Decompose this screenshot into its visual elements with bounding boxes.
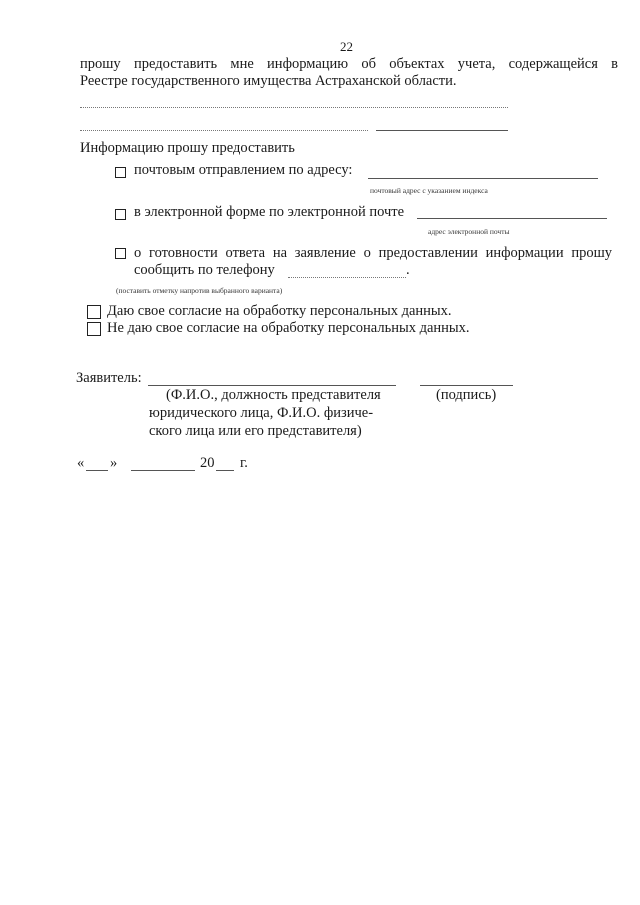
date-day-field[interactable] bbox=[86, 470, 108, 471]
phone-option-line-1: о готовности ответа на заявление о предоставлении информации прошу bbox=[134, 245, 612, 261]
phone-option-period: . bbox=[406, 262, 410, 278]
postal-hint: почтовый адрес с указанием индекса bbox=[370, 186, 488, 195]
email-hint: адрес электронной почты bbox=[428, 227, 510, 236]
mark-hint: (поставить отметку напротив выбранного варианта) bbox=[116, 286, 283, 295]
fio-caption-line-2: юридического лица, Ф.И.О. физиче- bbox=[149, 405, 374, 421]
date-open-quote: « bbox=[77, 455, 85, 471]
email-option-label: в электронной форме по электронной почте bbox=[134, 204, 405, 220]
email-checkbox[interactable] bbox=[115, 209, 126, 220]
phone-number-field[interactable] bbox=[288, 277, 406, 278]
phone-option-line-2: сообщить по телефону bbox=[134, 262, 275, 278]
phone-checkbox[interactable] bbox=[115, 248, 126, 259]
blank-line-2b[interactable] bbox=[376, 130, 508, 131]
date-year-suffix: г. bbox=[240, 455, 248, 471]
fio-caption-line-1: (Ф.И.О., должность представителя bbox=[166, 387, 381, 403]
postal-checkbox[interactable] bbox=[115, 167, 126, 178]
date-month-field[interactable] bbox=[131, 470, 195, 471]
intro-line-2: Реестре государственного имущества Астраханской области. bbox=[80, 73, 457, 89]
applicant-label: Заявитель: bbox=[76, 370, 142, 386]
postal-address-field[interactable] bbox=[368, 178, 598, 179]
blank-line-1[interactable] bbox=[80, 107, 508, 108]
consent-agree-label: Даю свое согласие на обработку персональных данных. bbox=[107, 303, 452, 319]
blank-line-2a[interactable] bbox=[80, 130, 368, 131]
applicant-fio-field[interactable] bbox=[148, 385, 396, 386]
consent-agree-checkbox[interactable] bbox=[87, 305, 101, 319]
fio-caption-line-3: ского лица или его представителя) bbox=[149, 423, 362, 439]
signature-caption: (подпись) bbox=[436, 387, 497, 403]
date-year-field[interactable] bbox=[216, 470, 234, 471]
provide-heading: Информацию прошу предоставить bbox=[80, 140, 295, 156]
intro-line-1: прошу предоставить мне информацию об объектах учета, содержащейся в bbox=[80, 56, 618, 72]
page-number: 22 bbox=[340, 39, 353, 54]
postal-option-label: почтовым отправлением по адресу: bbox=[134, 162, 353, 178]
email-address-field[interactable] bbox=[417, 218, 607, 219]
date-year-prefix: 20 bbox=[200, 455, 215, 471]
applicant-signature-field[interactable] bbox=[420, 385, 513, 386]
consent-disagree-checkbox[interactable] bbox=[87, 322, 101, 336]
consent-disagree-label: Не даю свое согласие на обработку персональных данных. bbox=[107, 320, 470, 336]
date-close-quote: » bbox=[110, 455, 118, 471]
